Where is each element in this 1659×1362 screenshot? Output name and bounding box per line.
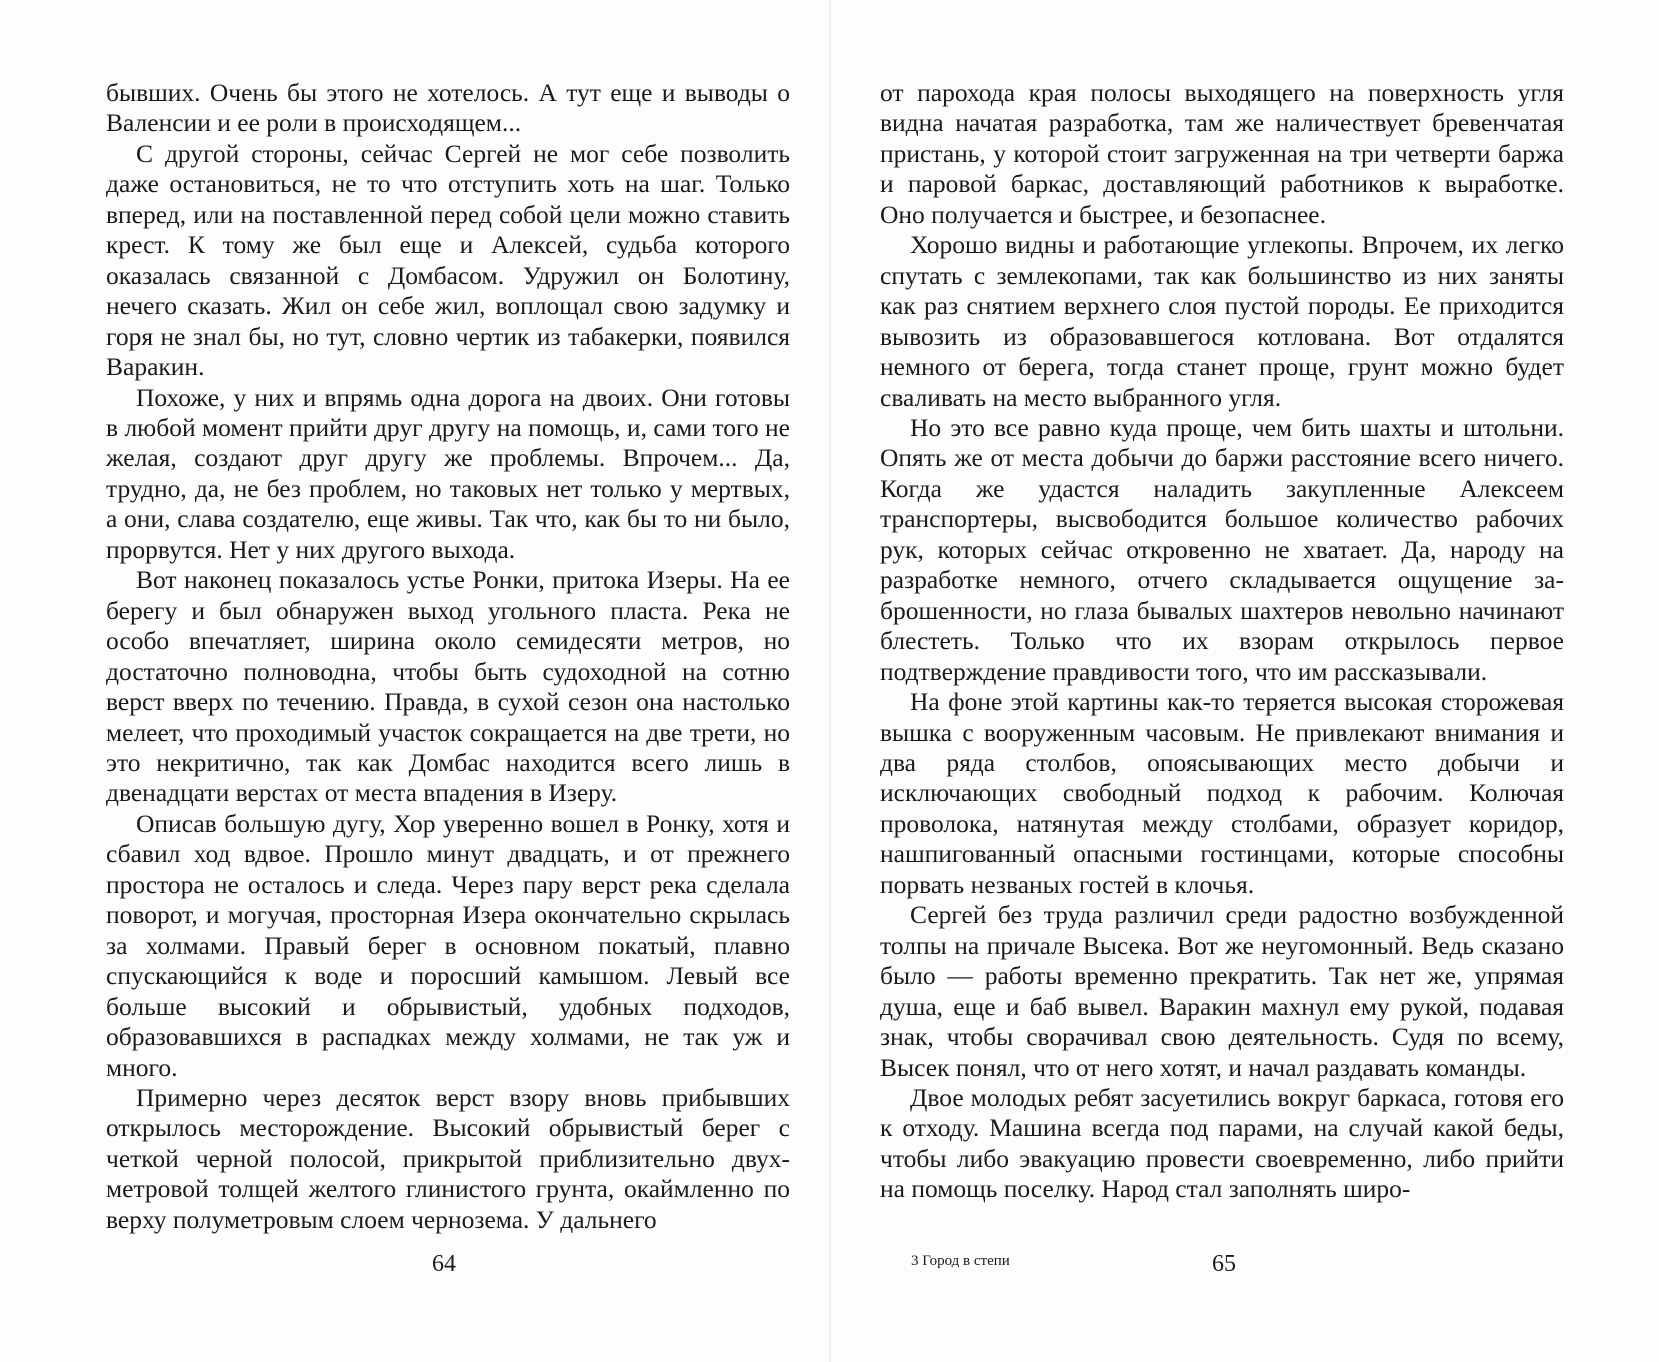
page-number-right: 65 [1212, 1251, 1236, 1277]
paragraph: Но это все равно куда проще, чем бить шахты и штольни. Опять же от места добычи до баржи расстояние всего ничего. Когда же удастся наладить закупленные Алексеем транспортеры, высвободится большое количество рабочих рук, которых сейчас откровенно не хватает. Да, народу на разработке немного, отчего складывается ощущение заброшенности, но глаза бывалых шахтеров невольно начинают блестеть. Только что их взорам открылось первое подтверждение правдивости того, что им рассказывали. [880, 412, 1564, 686]
left-page-text [106, 78, 790, 1235]
right-page [880, 78, 1564, 1205]
paragraph: Двое молодых ребят засуетились вокруг баркаса, готовя его к отходу. Машина всегда под парами, на случай какой беды, чтобы либо эвакуацию провести своевременно, либо прийти на помощь поселку. Народ стал заполнять широ- [880, 1082, 1564, 1204]
paragraph: Описав большую дугу, Хор уверенно вошел в Ронку, хотя и сбавил ход вдвое. Прошло минут двадцать, и от прежнего простора не осталось и следа. Через пару верст река сделала поворот, и могучая, просторная Изера окончательно скрылась за холмами. Правый берег в основном покатый, плавно спускающийся к воде и поросший камышом. Левый все больше высокий и обрывистый, удобных подходов, образовавшихся в распадках между холмами, не так уж и много. [106, 808, 790, 1082]
right-page-text [880, 78, 1564, 1205]
paragraph: Примерно через десяток верст взору вновь прибывших открылось месторождение. Высокий обрывистый берег с четкой черной полосой, прикрытой приблизительно двухметровой толщей желтого глинистого грунта, окаймленно по верху полуметровым слоем чернозема. У дальнего [106, 1082, 790, 1234]
paragraph: С другой стороны, сейчас Сергей не мог себе позволить даже остановиться, не то что отступить хоть на шаг. Только вперед, или на поставленной перед собой цели можно ставить крест. К тому же был еще и Алексей, судьба которого оказалась связанной с Домбасом. Удружил он Болотину, нечего сказать. Жил он себе жил, воплощал свою задумку и горя не знал бы, но тут, словно чертик из табакерки, появился Варакин. [106, 138, 790, 382]
paragraph: от парохода края полосы выходящего на поверхность угля видна начатая разработка, там же наличествует бревенчатая пристань, у которой стоит загруженная на три четверти баржа и паровой баркас, доставляющий работников к выработке. Оно получается и быстрее, и безопаснее. [880, 78, 1564, 229]
paragraph: Сергей без труда различил среди радостно возбужденной толпы на причале Высека. Вот же неугомонный. Ведь сказано было — работы временно прекратить. Так нет же, упрямая душа, еще и баб вывел. Варакин махнул ему рукой, подавая знак, чтобы сворачивал свою деятельность. Судя по всему, Высек понял, что от него хотят, и начал раздавать команды. [880, 900, 1564, 1082]
paragraph: Вот наконец показалось устье Ронки, притока Изеры. На ее берегу и был обнаружен выход угольного пласта. Река не особо впечатляет, ширина около семидесяти метров, но достаточно полноводна, чтобы быть судоходной на сотню верст вверх по течению. Правда, в сухой сезон она настолько мелеет, что проходимый участок сокращается на две трети, но это некритично, так как Домбас находится всего лишь в двенадцати верстах от места впадения в Изеру. [106, 565, 790, 808]
paragraph: Похоже, у них и впрямь одна дорога на двоих. Они готовы в любой момент прийти друг другу на помощь, и, сами того не желая, создают друг другу же проблемы. Впрочем... Да, трудно, да, не без проблем, но таковых нет только у мертвых, а они, слава создателю, еще живы. Так что, как бы то ни было, прорвутся. Нет у них другого выхода. [106, 382, 790, 564]
left-page [106, 78, 790, 1235]
signature-mark: 3 Город в степи [911, 1253, 1010, 1269]
page-number-left: 64 [432, 1251, 456, 1277]
book-gutter [829, 0, 831, 1362]
paragraph: Хорошо видны и работающие углекопы. Впрочем, их легко спутать с землекопами, так как большинство из них заняты как раз снятием верхнего слоя пустой породы. Ее приходится вывозить из образовавшегося котлована. Вот отдалятся немного от берега, тогда станет проще, грунт можно будет сваливать на место выбранного угля. [880, 230, 1564, 412]
paragraph: бывших. Очень бы этого не хотелось. А тут еще и выводы о Валенсии и ее роли в происходящем... [106, 78, 790, 138]
paragraph: На фоне этой картины как-то теряется высокая сторожевая вышка с вооруженным часовым. Не привлекают внимания и два ряда столбов, опоясывающих место добычи и исключающих свободный подход к рабочим. Колючая проволока, натянутая между столбами, образует коридор, нашпигованный опасными гостинцами, которые способны порвать незваных гостей в клочья. [880, 687, 1564, 899]
